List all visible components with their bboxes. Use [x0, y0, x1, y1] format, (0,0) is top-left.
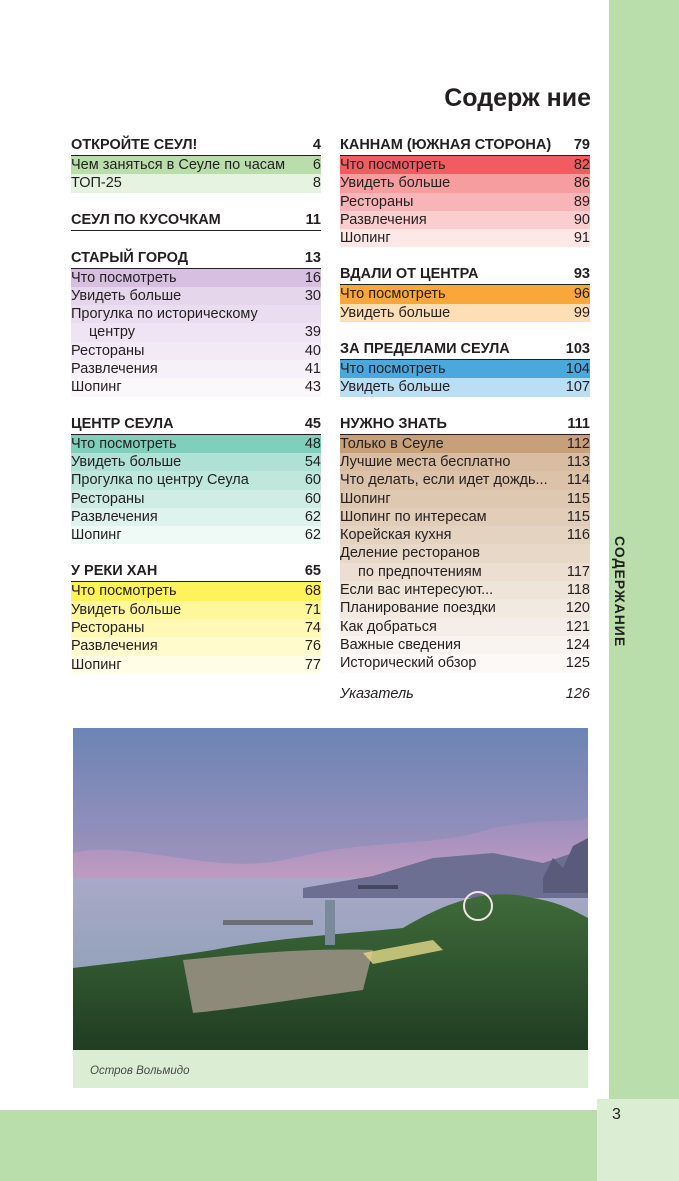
toc-entry[interactable]	[340, 563, 590, 581]
toc-entry[interactable]	[71, 656, 321, 674]
section-page: 79	[573, 137, 590, 153]
entry-page: 125	[565, 655, 590, 672]
entry-label: центру	[89, 324, 136, 341]
entry-page: 113	[566, 453, 590, 470]
toc-entry[interactable]	[340, 526, 590, 544]
entry-page: 121	[565, 618, 590, 635]
toc-entry[interactable]	[340, 471, 590, 489]
toc-section-heading[interactable]	[340, 415, 590, 435]
entry-label: Развлечения	[71, 508, 158, 525]
toc-entry[interactable]	[71, 471, 321, 489]
entry-page: 115	[566, 508, 590, 525]
entry-label: Прогулка по историческому	[71, 306, 258, 323]
entry-label: Увидеть больше	[71, 287, 182, 304]
entry-page: 68	[304, 583, 321, 600]
entry-page: 77	[304, 656, 321, 673]
section-title: ВДАЛИ ОТ ЦЕНТРА	[340, 266, 479, 283]
toc-entries	[71, 435, 321, 545]
entry-page: 8	[312, 175, 321, 192]
toc-entry[interactable]	[71, 378, 321, 396]
entry-label: Что посмотреть	[340, 286, 446, 303]
entry-page: 62	[304, 508, 321, 525]
section-title: У РЕКИ ХАН	[71, 563, 158, 580]
entry-page: 60	[304, 472, 321, 489]
toc-entry[interactable]	[340, 581, 590, 599]
entry-page: 96	[573, 286, 590, 303]
entry-page: 124	[565, 636, 590, 653]
toc-entries	[340, 156, 590, 247]
entry-label: Рестораны	[340, 193, 414, 210]
entry-page: 104	[565, 361, 590, 378]
entry-page: 86	[573, 175, 590, 192]
entry-label: Только в Сеуле	[340, 435, 444, 452]
toc-right-column	[340, 136, 590, 691]
section-title: СТАРЫЙ ГОРОД	[71, 249, 189, 266]
entry-label: Чем заняться в Сеуле по часам	[71, 157, 286, 173]
toc-section	[71, 249, 321, 397]
entry-page: 82	[573, 157, 590, 173]
entry-page: 114	[566, 472, 590, 489]
entry-label: Что посмотреть	[71, 435, 177, 452]
toc-entry[interactable]	[340, 229, 590, 247]
toc-section	[340, 340, 590, 397]
toc-entry[interactable]	[71, 601, 321, 619]
toc-section	[71, 562, 321, 673]
entry-page: 6	[312, 157, 321, 173]
side-section-label: СОДЕРЖАНИЕ	[612, 536, 628, 648]
section-page: 93	[573, 266, 590, 283]
toc-entry[interactable]	[340, 378, 590, 396]
toc-section-heading[interactable]	[71, 136, 321, 156]
entry-page: 74	[304, 620, 321, 637]
entry-page: 60	[304, 490, 321, 507]
toc-section	[71, 211, 321, 231]
page-number: 3	[612, 1106, 621, 1123]
entry-page: 107	[565, 379, 590, 396]
entry-label: Шопинг	[71, 379, 122, 396]
section-title: ЦЕНТР СЕУЛА	[71, 415, 174, 432]
wolmido-island-photo	[73, 728, 588, 1050]
entry-label: Шопинг	[71, 656, 122, 673]
entry-page	[317, 305, 321, 323]
entry-page: 41	[304, 361, 321, 378]
toc-entry[interactable]	[340, 193, 590, 211]
toc-entry[interactable]	[71, 360, 321, 378]
entry-label: Рестораны	[71, 342, 145, 359]
toc-section	[71, 415, 321, 545]
toc-section-heading[interactable]	[340, 340, 590, 360]
entry-label: Как добраться	[340, 618, 437, 635]
entry-page: 30	[304, 287, 321, 304]
toc-entry[interactable]	[340, 508, 590, 526]
section-page: 13	[304, 249, 321, 266]
toc-entry[interactable]	[71, 490, 321, 508]
toc-section-heading[interactable]	[71, 211, 321, 231]
entry-label: Если вас интересуют...	[340, 582, 494, 599]
tower-building	[325, 900, 335, 945]
entry-label: Увидеть больше	[340, 379, 451, 396]
toc-section-heading[interactable]	[71, 415, 321, 435]
entry-page: 89	[573, 193, 590, 210]
entry-label: Лучшие места бесплатно	[340, 453, 511, 470]
toc-section	[71, 136, 321, 193]
entry-label: Увидеть больше	[340, 175, 451, 192]
entry-label: Исторический обзор	[340, 655, 477, 672]
entry-label: Планирование поездки	[340, 600, 496, 617]
toc-entry[interactable]	[340, 618, 590, 636]
toc-entry[interactable]	[340, 599, 590, 617]
entry-label: Шопинг	[71, 527, 122, 544]
toc-entry[interactable]	[340, 490, 590, 508]
entry-label: Прогулка по центру Сеула	[71, 472, 249, 489]
section-title: НУЖНО ЗНАТЬ	[340, 415, 447, 432]
entry-page: 120	[565, 600, 590, 617]
toc-entry[interactable]	[340, 360, 590, 378]
toc-section-heading[interactable]	[340, 136, 590, 156]
section-page: 45	[304, 415, 321, 432]
section-page: 103	[565, 341, 590, 358]
entry-label: Что делать, если идет дождь...	[340, 472, 548, 489]
toc-index-entry[interactable]	[340, 686, 590, 702]
toc-entry[interactable]	[71, 269, 321, 287]
section-page: 11	[305, 211, 321, 228]
section-page: 111	[567, 415, 590, 432]
entry-label: Что посмотреть	[71, 583, 177, 600]
entry-label: Корейская кухня	[340, 527, 452, 544]
toc-entry[interactable]	[71, 435, 321, 453]
pier	[223, 920, 313, 925]
toc-section-heading[interactable]	[71, 562, 321, 582]
toc-entry[interactable]	[71, 156, 321, 174]
entry-page: 16	[304, 269, 321, 286]
entry-page: 99	[573, 304, 590, 321]
entry-page: 48	[304, 435, 321, 452]
entry-page: 43	[304, 379, 321, 396]
entry-page: 115	[566, 490, 590, 507]
entry-label: Шопинг	[340, 490, 391, 507]
toc-entry[interactable]	[340, 453, 590, 471]
toc-entries	[340, 360, 590, 397]
section-title: ОТКРОЙТЕ СЕУЛ!	[71, 137, 198, 153]
entry-page	[586, 544, 590, 562]
section-page: 65	[304, 563, 321, 580]
entry-label: Увидеть больше	[340, 304, 451, 321]
toc-section-heading[interactable]	[340, 265, 590, 285]
section-page: 4	[312, 137, 321, 153]
section-title: СЕУЛ ПО КУСОЧКАМ	[71, 211, 221, 228]
toc-entry[interactable]	[71, 526, 321, 544]
entry-label: Увидеть больше	[71, 601, 182, 618]
toc-entry[interactable]	[340, 285, 590, 303]
entry-page: 112	[566, 435, 590, 452]
entry-label: Развлечения	[340, 211, 427, 228]
entry-page: 91	[573, 230, 590, 247]
toc-entries	[71, 582, 321, 673]
entry-label: Рестораны	[71, 490, 145, 507]
toc-section	[340, 415, 590, 673]
section-title: КАННАМ (ЮЖНАЯ СТОРОНА)	[340, 137, 552, 153]
entry-label: Важные сведения	[340, 636, 461, 653]
toc-entry[interactable]	[71, 323, 321, 341]
toc-entry[interactable]	[71, 582, 321, 600]
entry-page: 54	[304, 453, 321, 470]
entry-label: по предпочтениям	[358, 563, 482, 580]
entry-label: Что посмотреть	[340, 157, 446, 173]
entry-label: Что посмотреть	[71, 269, 177, 286]
entry-page: 76	[304, 638, 321, 655]
entry-label: ТОП-25	[71, 175, 122, 192]
entry-page: 39	[304, 324, 321, 341]
section-title: ЗА ПРЕДЕЛАМИ СЕУЛА	[340, 341, 510, 358]
toc-entry[interactable]	[340, 654, 590, 672]
entry-page: 40	[304, 342, 321, 359]
entry-page: 62	[304, 527, 321, 544]
boat	[358, 885, 398, 889]
toc-entry[interactable]	[340, 435, 590, 453]
index-label: Указатель	[340, 686, 414, 702]
toc-entry[interactable]	[71, 453, 321, 471]
photo-caption: Остров Вольмидо	[90, 1065, 190, 1077]
toc-left-column	[71, 136, 321, 692]
toc-entry[interactable]	[71, 174, 321, 192]
toc-entry[interactable]	[340, 211, 590, 229]
index-page: 126	[565, 686, 590, 702]
toc-entry[interactable]	[71, 508, 321, 526]
entry-label: Развлечения	[71, 361, 158, 378]
toc-entries	[340, 435, 590, 673]
toc-section	[340, 265, 590, 322]
entry-page: 90	[573, 211, 590, 228]
entry-label: Шопинг по интересам	[340, 508, 487, 525]
toc-entry[interactable]	[340, 304, 590, 322]
toc-entry[interactable]	[340, 544, 590, 562]
toc-entry[interactable]	[71, 305, 321, 323]
toc-entry[interactable]	[71, 287, 321, 305]
toc-entry[interactable]	[71, 619, 321, 637]
entry-label: Деление ресторанов	[340, 545, 480, 562]
entry-label: Шопинг	[340, 230, 391, 247]
entry-page: 116	[566, 527, 590, 544]
bottom-color-band	[0, 1110, 597, 1181]
toc-entry[interactable]	[340, 174, 590, 192]
entry-label: Что посмотреть	[340, 361, 446, 378]
entry-page: 71	[304, 601, 321, 618]
page-title: Содерж ние	[444, 84, 591, 112]
toc-entry[interactable]	[340, 636, 590, 654]
toc-section	[340, 136, 590, 247]
entry-label: Развлечения	[71, 638, 158, 655]
toc-section-heading[interactable]	[71, 249, 321, 269]
entry-page: 118	[566, 582, 590, 599]
entry-label: Увидеть больше	[71, 453, 182, 470]
toc-entries	[71, 269, 321, 397]
toc-entry[interactable]	[71, 342, 321, 360]
toc-entry[interactable]	[71, 637, 321, 655]
toc-entries	[340, 285, 590, 322]
entry-label: Рестораны	[71, 620, 145, 637]
page-number-box	[597, 1099, 679, 1181]
toc-entries	[71, 156, 321, 193]
entry-page: 117	[566, 563, 590, 580]
toc-entry[interactable]	[340, 156, 590, 174]
